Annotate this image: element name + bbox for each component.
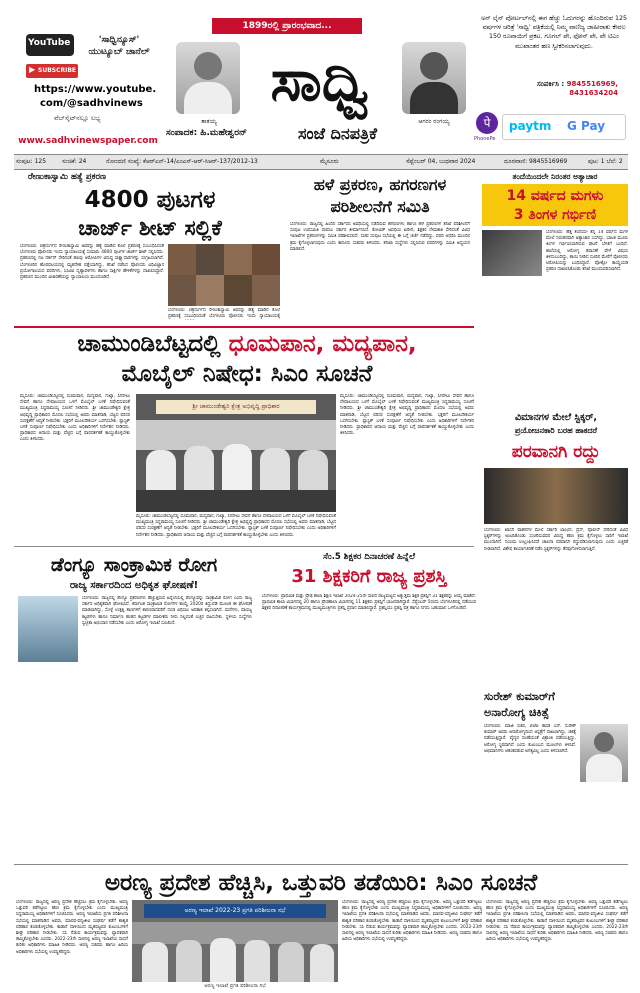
story4-body-right: ಮೈಸೂರು: ಚಾಮುಂಡಿಬೆಟ್ಟದಲ್ಲಿ ಧೂಮಪಾನ, ಮದ್ಯಪಾನ, ಗುಟ್ಕಾ, ಸಿಗರೇಟು ಸೇವನೆ ಹಾಗೂ ದೇವಾಲಯದ ಒಳಗೆ ಮೊಬೈಲ್ ಬಳಕೆ ನಿಷೇಧಿಸುವಂತೆ ಮುಖ್ಯಮಂತ್ರಿ ಸಿದ್ದರಾಮಯ್ಯ ಸೂಚನೆ ನೀಡಿದರು. ಶ್ರೀ ಚಾಮುಂಡೇಶ್ವರಿ ಕ್ಷೇತ್ರ ಅಭಿವೃದ್ಧಿ ಪ್ರಾಧಿಕಾರದ ಮೊದಲ ಸಭೆಯಲ್ಲಿ ಅವರು ಮಾತನಾಡಿ, ಬೆಟ್ಟದ ಪರಿಸರ ಸಂರಕ್ಷಣೆಗೆ ಆದ್ಯತೆ ನೀಡಬೇಕು. ಭಕ್ತರಿಗೆ ಮೂಲಸೌಕರ್ಯ ಒದಗಿಸಬೇಕು. ಪ್ಲಾಸ್ಟಿಕ್ ಬಳಕೆ ಸಂಪೂರ್ಣ ನಿಷೇಧಿಸಬೇಕು ಎಂದು ಅಧಿಕಾರಿಗಳಿಗೆ ನಿರ್ದೇಶನ ನೀಡಿದರು. ಪ್ರಾಧಿಕಾರದ ಆದಾಯ ಮತ್ತು ವೆಚ್ಚದ ಬಗ್ಗೆ ಪಾರದರ್ಶಕತೆ ಕಾಯ್ದುಕೊಳ್ಳಬೇಕು ಎಂದು ತಿಳಿಸಿದರು. — [340, 394, 474, 437]
subscribe-button[interactable] — [26, 64, 78, 78]
founded-banner: 1899ರಲ್ಲಿ ಪ್ರಾರಂಭವಾದ... — [212, 18, 362, 34]
story5-body: ಬೆಂಗಳೂರು: ಖಾಸಗಿ ವಾಹನಗಳ ಮೇಲೆ ಸರ್ಕಾರಿ ಲಾಂಛನ, ಪ್ರೆಸ್, ಪೊಲೀಸ್ ಸೇರಿದಂತೆ ವಿವಿಧ ಸ್ಟಿಕ್ಕರ್‌ಗಳನ್ನು ಅಂಟಿಸಿಕೊಂಡು ಸಂಚರಿಸುವವರ ವಿರುದ್ಧ ಕಠಿಣ ಕ್ರಮ ಕೈಗೊಳ್ಳಲು ಸಾರಿಗೆ ಇಲಾಖೆ ಮುಂದಾಗಿದೆ. ನಿಯಮ ಉಲ್ಲಂಘಿಸಿದರೆ ಚಾಲನಾ ಪರವಾನಗಿ ರದ್ದುಪಡಿಸಲಾಗುವುದು ಎಂದು ಎಚ್ಚರಿಕೆ ನೀಡಲಾಗಿದೆ. ವಿಶೇಷ ಕಾರ್ಯಾಚರಣೆ ನಡೆಸಿ ಸ್ಟಿಕ್ಕರ್‌ಗಳನ್ನು ತೆರವುಗೊಳಿಸಲಾಗುತ್ತಿದೆ. — [484, 528, 628, 552]
city: ಮೈಸೂರು — [320, 158, 339, 165]
story5-photo — [484, 468, 628, 524]
evening-daily: ಸಂಜೆ ದಿನಪತ್ರಿಕೆ — [298, 124, 378, 143]
story2-headline-line2: ಪರಿಶೀಲನೆಗೆ ಸಮಿತಿ — [330, 197, 430, 216]
story4-body: ಮೈಸೂರು: ಚಾಮುಂಡಿಬೆಟ್ಟದಲ್ಲಿ ಧೂಮಪಾನ, ಮದ್ಯಪಾನ, ಗುಟ್ಕಾ, ಸಿಗರೇಟು ಸೇವನೆ ಹಾಗೂ ದೇವಾಲಯದ ಒಳಗೆ ಮೊಬೈಲ್ ಬಳಕೆ ನಿಷೇಧಿಸುವಂತೆ ಮುಖ್ಯಮಂತ್ರಿ ಸಿದ್ದರಾಮಯ್ಯ ಸೂಚನೆ ನೀಡಿದರು. ಶ್ರೀ ಚಾಮುಂಡೇಶ್ವರಿ ಕ್ಷೇತ್ರ ಅಭಿವೃದ್ಧಿ ಪ್ರಾಧಿಕಾರದ ಮೊದಲ ಸಭೆಯಲ್ಲಿ ಅವರು ಮಾತನಾಡಿ, ಬೆಟ್ಟದ ಪರಿಸರ ಸಂರಕ್ಷಣೆಗೆ ಆದ್ಯತೆ ನೀಡಬೇಕು. ಭಕ್ತರಿಗೆ ಮೂಲಸೌಕರ್ಯ ಒದಗಿಸಬೇಕು. ಪ್ಲಾಸ್ಟಿಕ್ ಬಳಕೆ ಸಂಪೂರ್ಣ ನಿಷೇಧಿಸಬೇಕು ಎಂದು ಅಧಿಕಾರಿಗಳಿಗೆ ನಿರ್ದೇಶನ ನೀಡಿದರು. ಪ್ರಾಧಿಕಾರದ ಆದಾಯ ಮತ್ತು ವೆಚ್ಚದ ಬಗ್ಗೆ ಪಾರದರ್ಶಕತೆ ಕಾಯ್ದುಕೊಳ್ಳಬೇಕು ಎಂದು ತಿಳಿಸಿದರು. — [20, 394, 130, 443]
story8-kicker: ಸುರೇಶ್ ಕುಮಾರ್‌ಗೆ — [484, 690, 555, 703]
story3-photo — [482, 230, 542, 276]
editor-label: ಸಂಪಾದಕ: ಹಿ.ಮಹೇಶ್ವರನ್ — [166, 128, 247, 138]
web-available: ವೆಬ್‌ಸೈಟ್‌ನಲ್ಲೂ ಲಭ್ಯ — [54, 114, 101, 122]
website-url[interactable]: www.sadhvinewspaper.com — [18, 136, 158, 146]
story1-body: ಬೆಂಗಳೂರು: ಚಿತ್ರದುರ್ಗದ ರೇಣುಕಾಸ್ವಾಮಿ ಅವರನ್ನು ಹತ್ಯೆ ಮಾಡಿದ ಕೊಲೆ ಪ್ರಕರಣಕ್ಕೆ ಸಂಬಂಧಿಸಿದಂತೆ ಬೆಂಗಳೂರು ಪೊಲೀಸರು ಇಂದು ನ್ಯಾಯಾಲಯಕ್ಕೆ ಸುಮಾರು 4800 ಪುಟಗಳ ಚಾರ್ಜ್ ಶೀಟ್ ಸಲ್ಲಿಸಿದರು. ಪ್ರಕರಣದಲ್ಲಿ ನಟ ದರ್ಶನ್ ಸೇರಿದಂತೆ ಹಲವು ಆರೋಪಿಗಳ ವಿರುದ್ಧ ಸಾಕ್ಷ್ಯಾಧಾರಗಳನ್ನು ಸಂಗ್ರಹಿಸಲಾಗಿದೆ. ಬೆಂಗಳೂರಿನ ಹೊರವಲಯದಲ್ಲಿ ಮೃತದೇಹ ಪತ್ತೆಯಾಗಿದ್ದು, ತನಿಖೆ ನಡೆಸಿದ ಪೊಲೀಸರು ವಿಧಿವಿಜ್ಞಾನ ಪ್ರಯೋಗಾಲಯದ ವರದಿಗಳು, ಸಿಸಿಟಿವಿ ದೃಶ್ಯಾವಳಿಗಳು ಹಾಗೂ ಸಾಕ್ಷಿಗಳ ಹೇಳಿಕೆಗಳನ್ನು ದಾಖಲಿಸಿದ್ದಾರೆ. ಪ್ರಕರಣದ ಮುಂದಿನ ವಿಚಾರಣೆಯನ್ನು ನ್ಯಾಯಾಲಯ ಮುಂದೂಡಿದೆ. — [20, 244, 164, 281]
story2-headline-line1: ಹಳೆ ಪ್ರಕರಣ, ಹಗರಣಗಳ — [313, 175, 447, 194]
story1-kicker: ರೇಣುಕಾಸ್ವಾಮಿ ಹತ್ಯೆ ಪ್ರಕರಣ — [28, 172, 106, 182]
story5-kicker: ವಿಮಾನಗಳ ಮೇಲೆ ಸ್ಟಿಕ್ಕರ್, — [514, 412, 597, 423]
channel-promo: 'ಸಾಧ್ವಿನ್ಯೂಸ್' ಯುಟ್ಯೂಬ್ ಚಾನೆಲ್ — [88, 35, 150, 57]
story1-headline-line1: 4800 ಪುಟಗಳ — [84, 187, 216, 213]
story9-body-mid: ಬೆಂಗಳೂರು: ರಾಜ್ಯದಲ್ಲಿ ಅರಣ್ಯ ಪ್ರದೇಶ ಹೆಚ್ಚಿಸಲು ಕ್ರಮ ಕೈಗೊಳ್ಳಬೇಕು. ಅರಣ್ಯ ಒತ್ತುವರಿ ತಡೆಗಟ್ಟಲು ಕಠಿಣ ಕ್ರಮ ಕೈಗೊಳ್ಳಬೇಕು ಎಂದು ಮುಖ್ಯಮಂತ್ರಿ ಸಿದ್ದರಾಮಯ್ಯ ಅಧಿಕಾರಿಗಳಿಗೆ ಸೂಚಿಸಿದರು. ಅರಣ್ಯ ಇಲಾಖೆಯ ಪ್ರಗತಿ ಪರಿಶೀಲನಾ ಸಭೆಯಲ್ಲಿ ಮಾತನಾಡಿದ ಅವರು, ಮಾನವ-ವನ್ಯಜೀವಿ ಸಂಘರ್ಷ ತಡೆಗೆ ಶಾಶ್ವತ ಪರಿಹಾರ ಕಂಡುಕೊಳ್ಳಬೇಕು. ಕಾಡಾನೆ ದಾಳಿಯಿಂದ ಮೃತಪಟ್ಟವರ ಕುಟುಂಬಗಳಿಗೆ ಶೀಘ್ರ ಪರಿಹಾರ ನೀಡಬೇಕು. ಸಸಿ ನೆಡುವ ಕಾರ್ಯಕ್ರಮವನ್ನು ವ್ಯಾಪಕವಾಗಿ ಹಮ್ಮಿಕೊಳ್ಳಬೇಕು ಎಂದರು. 2022-23ನೇ ಸಾಲಿನಲ್ಲಿ ಅರಣ್ಯ ಇಲಾಖೆಯ ಸಾಧನೆ ಕುರಿತು ಅಧಿಕಾರಿಗಳು ಮಾಹಿತಿ ನೀಡಿದರು. ಅರಣ್ಯ ಸಚಿವರು ಹಾಗೂ ಹಿರಿಯ ಅಧಿಕಾರಿಗಳು ಸಭೆಯಲ್ಲಿ ಉಪಸ್ಥಿತರಿದ್ದರು. — [342, 900, 482, 943]
ad-contact — [498, 80, 618, 97]
phonepe-logo: पे — [476, 112, 498, 134]
youtube-promo[interactable] — [18, 16, 156, 136]
story7-body: ಬೆಂಗಳೂರು: ಪ್ರಾಥಮಿಕ ಮತ್ತು ಪ್ರೌಢ ಶಾಲಾ ಶಿಕ್ಷಣ ಇಲಾಖೆ 2024-25ನೇ ಸಾಲಿನ ರಾಜ್ಯಮಟ್ಟದ ಅತ್ಯುತ್ತಮ ಶಿಕ್ಷಕ ಪ್ರಶಸ್ತಿಗೆ 31 ಶಿಕ್ಷಕರನ್ನು ಆಯ್ಕೆ ಮಾಡಿದೆ. ಪ್ರಾಥಮಿಕ ಶಾಲಾ ವಿಭಾಗದಲ್ಲಿ 20 ಹಾಗೂ ಪ್ರೌಢಶಾಲಾ ವಿಭಾಗದಲ್ಲಿ 11 ಶಿಕ್ಷಕರು ಪ್ರಶಸ್ತಿಗೆ ಭಾಜನರಾಗಿದ್ದಾರೆ. ಸೆಪ್ಟೆಂಬರ್ 5ರಂದು ಬೆಂಗಳೂರಿನಲ್ಲಿ ನಡೆಯುವ ಶಿಕ್ಷಕರ ದಿನಾಚರಣೆ ಕಾರ್ಯಕ್ರಮದಲ್ಲಿ ಮುಖ್ಯಮಂತ್ರಿಗಳು ಪ್ರಶಸ್ತಿ ಪ್ರದಾನ ಮಾಡಲಿದ್ದಾರೆ. ಪ್ರಶಸ್ತಿಯು ಪ್ರಶಸ್ತಿ ಪತ್ರ ಹಾಗೂ ನಗದು ಬಹುಮಾನ ಒಳಗೊಂಡಿದೆ. — [262, 594, 476, 612]
story4-photo-banner: ಶ್ರೀ ಚಾಮುಂಡೇಶ್ವರಿ ಕ್ಷೇತ್ರ ಅಭಿವೃದ್ಧಿ ಪ್ರಾಧಿಕಾರ — [156, 400, 316, 414]
story9-body-right: ಬೆಂಗಳೂರು: ರಾಜ್ಯದಲ್ಲಿ ಅರಣ್ಯ ಪ್ರದೇಶ ಹೆಚ್ಚಿಸಲು ಕ್ರಮ ಕೈಗೊಳ್ಳಬೇಕು. ಅರಣ್ಯ ಒತ್ತುವರಿ ತಡೆಗಟ್ಟಲು ಕಠಿಣ ಕ್ರಮ ಕೈಗೊಳ್ಳಬೇಕು ಎಂದು ಮುಖ್ಯಮಂತ್ರಿ ಸಿದ್ದರಾಮಯ್ಯ ಅಧಿಕಾರಿಗಳಿಗೆ ಸೂಚಿಸಿದರು. ಅರಣ್ಯ ಇಲಾಖೆಯ ಪ್ರಗತಿ ಪರಿಶೀಲನಾ ಸಭೆಯಲ್ಲಿ ಮಾತನಾಡಿದ ಅವರು, ಮಾನವ-ವನ್ಯಜೀವಿ ಸಂಘರ್ಷ ತಡೆಗೆ ಶಾಶ್ವತ ಪರಿಹಾರ ಕಂಡುಕೊಳ್ಳಬೇಕು. ಕಾಡಾನೆ ದಾಳಿಯಿಂದ ಮೃತಪಟ್ಟವರ ಕುಟುಂಬಗಳಿಗೆ ಶೀಘ್ರ ಪರಿಹಾರ ನೀಡಬೇಕು. ಸಸಿ ನೆಡುವ ಕಾರ್ಯಕ್ರಮವನ್ನು ವ್ಯಾಪಕವಾಗಿ ಹಮ್ಮಿಕೊಳ್ಳಬೇಕು ಎಂದರು. 2022-23ನೇ ಸಾಲಿನಲ್ಲಿ ಅರಣ್ಯ ಇಲಾಖೆಯ ಸಾಧನೆ ಕುರಿತು ಅಧಿಕಾರಿಗಳು ಮಾಹಿತಿ ನೀಡಿದರು. ಅರಣ್ಯ ಸಚಿವರು ಹಾಗೂ ಹಿರಿಯ ಅಧಿಕಾರಿಗಳು ಸಭೆಯಲ್ಲಿ ಉಪಸ್ಥಿತರಿದ್ದರು. — [486, 900, 628, 943]
youtube-brand: YouTube — [28, 38, 71, 48]
story3-kicker: ತಂದೆಯಿಂದಲೇ ನಿರಂತರ ಅತ್ಯಾಚಾರ — [512, 172, 598, 181]
divider-red — [14, 326, 474, 328]
story5-headline: ಪರವಾನಗಿ ರದ್ದು — [511, 442, 601, 462]
story4-headline-black: ಚಾಮುಂಡಿಬೆಟ್ಟದಲ್ಲಿ — [77, 331, 229, 357]
story6-photo — [18, 596, 78, 662]
story4-headline-red: ಧೂಮಪಾನ, ಮದ್ಯಪಾನ, — [228, 331, 417, 357]
phone: ದೂರವಾಣಿ: 9845516969 — [504, 158, 568, 165]
paytm-gpay-badge — [502, 114, 626, 140]
volume: ಸಂಪುಟ: 125 — [16, 158, 47, 165]
story1-body-cont: ಬೆಂಗಳೂರು: ಚಿತ್ರದುರ್ಗದ ರೇಣುಕಾಸ್ವಾಮಿ ಅವರನ್ನು ಹತ್ಯೆ ಮಾಡಿದ ಕೊಲೆ ಪ್ರಕರಣಕ್ಕೆ ಸಂಬಂಧಿಸಿದಂತೆ ಬೆಂಗಳೂರು ಪೊಲೀಸರು ಇಂದು ನ್ಯಾಯಾಲಯಕ್ಕೆ — [168, 308, 280, 320]
youtube-url-line1[interactable]: https://www.youtube. — [34, 84, 157, 95]
issue: ಸಂಚಿಕೆ: 24 — [62, 158, 87, 165]
story7-kicker: ಸೆಂ.5 ಶಿಕ್ಷಕರ ದಿನಾಚರಣೆ ಹಿನ್ನೆಲೆ — [323, 552, 415, 562]
story9-body: ಬೆಂಗಳೂರು: ರಾಜ್ಯದಲ್ಲಿ ಅರಣ್ಯ ಪ್ರದೇಶ ಹೆಚ್ಚಿಸಲು ಕ್ರಮ ಕೈಗೊಳ್ಳಬೇಕು. ಅರಣ್ಯ ಒತ್ತುವರಿ ತಡೆಗಟ್ಟಲು ಕಠಿಣ ಕ್ರಮ ಕೈಗೊಳ್ಳಬೇಕು ಎಂದು ಮುಖ್ಯಮಂತ್ರಿ ಸಿದ್ದರಾಮಯ್ಯ ಅಧಿಕಾರಿಗಳಿಗೆ ಸೂಚಿಸಿದರು. ಅರಣ್ಯ ಇಲಾಖೆಯ ಪ್ರಗತಿ ಪರಿಶೀಲನಾ ಸಭೆಯಲ್ಲಿ ಮಾತನಾಡಿದ ಅವರು, ಮಾನವ-ವನ್ಯಜೀವಿ ಸಂಘರ್ಷ ತಡೆಗೆ ಶಾಶ್ವತ ಪರಿಹಾರ ಕಂಡುಕೊಳ್ಳಬೇಕು. ಕಾಡಾನೆ ದಾಳಿಯಿಂದ ಮೃತಪಟ್ಟವರ ಕುಟುಂಬಗಳಿಗೆ ಶೀಘ್ರ ಪರಿಹಾರ ನೀಡಬೇಕು. ಸಸಿ ನೆಡುವ ಕಾರ್ಯಕ್ರಮವನ್ನು ವ್ಯಾಪಕವಾಗಿ ಹಮ್ಮಿಕೊಳ್ಳಬೇಕು ಎಂದರು. 2022-23ನೇ ಸಾಲಿನಲ್ಲಿ ಅರಣ್ಯ ಇಲಾಖೆಯ ಸಾಧನೆ ಕುರಿತು ಅಧಿಕಾರಿಗಳು ಮಾಹಿತಿ ನೀಡಿದರು. ಅರಣ್ಯ ಸಚಿವರು ಹಾಗೂ ಹಿರಿಯ ಅಧಿಕಾರಿಗಳು ಸಭೆಯಲ್ಲಿ ಉಪಸ್ಥಿತರಿದ್ದರು. — [16, 900, 128, 955]
ad-phone1: 9845516969, — [566, 80, 618, 88]
divider-mid — [14, 546, 474, 547]
info-bar — [14, 154, 628, 170]
story8-kicker2: ಅನಾರೋಗ್ಯ ಚಿಕಿತ್ಸೆ — [484, 706, 549, 719]
story9-photo-banner: ಅರಣ್ಯ ಇಲಾಖೆ 2022-23 ಪ್ರಗತಿ ಪರಿಶೀಲನಾ ಸಭೆ — [144, 904, 326, 918]
story9-headline: ಅರಣ್ಯ ಪ್ರದೇಶ ಹೆಚ್ಚಿಸಿ, ಒತ್ತುವರಿ ತಡೆಯಿರಿ: ಸಿಎಂ ಸೂಚನೆ — [104, 870, 538, 896]
bell-icon: ▶ — [29, 65, 36, 74]
story6-subhead: ರಾಜ್ಯ ಸರ್ಕಾರದಿಂದ ಅಧಿಕೃತ ಘೋಷಣೆ! — [69, 580, 199, 591]
story4-headline-line2: ಮೊಬೈಲ್ ನಿಷೇಧ: ಸಿಎಂ ಸೂಚನೆ — [121, 361, 373, 387]
story6-body: ಬೆಂಗಳೂರು: ರಾಜ್ಯದಲ್ಲಿ ಡೆಂಗ್ಯೂ ಪ್ರಕರಣಗಳು ಹೆಚ್ಚುತ್ತಿರುವ ಹಿನ್ನೆಲೆಯಲ್ಲಿ ಡೆಂಗ್ಯೂವನ್ನು ಸಾಂಕ್ರಾಮಿಕ ರೋಗ ಎಂದು ರಾಜ್ಯ ಸರ್ಕಾರ ಅಧಿಕೃತವಾಗಿ ಘೋಷಿಸಿದೆ. ಕರ್ನಾಟಕ ಸಾಂಕ್ರಾಮಿಕ ರೋಗಗಳ ಕಾಯ್ದೆ 2020ರ ತಿದ್ದುಪಡಿ ಮೂಲಕ ಈ ಘೋಷಣೆ ಮಾಡಲಾಗಿದ್ದು, ಸೊಳ್ಳೆ ಉತ್ಪತ್ತಿ ತಾಣಗಳಿಗೆ ಕಾರಣರಾದವರಿಗೆ ದಂಡ ವಿಧಿಸಲು ಅವಕಾಶ ಕಲ್ಪಿಸಲಾಗಿದೆ. ಮನೆಗಳು, ವಾಣಿಜ್ಯ ಕಟ್ಟಡಗಳು ಹಾಗೂ ನಿರ್ಮಾಣ ಹಂತದ ಕಟ್ಟಡಗಳ ಮಾಲೀಕರು ನೀರು ನಿಲ್ಲದಂತೆ ಎಚ್ಚರ ವಹಿಸಬೇಕು. ಸ್ಥಳೀಯ ಸಂಸ್ಥೆಗಳು ಸ್ವಚ್ಛತಾ ಅಭಿಯಾನ ನಡೆಸಬೇಕು ಎಂದು ಆರೋಗ್ಯ ಇಲಾಖೆ ಸೂಚಿಸಿದೆ. — [82, 596, 252, 626]
left-portrait-caption: ತಾತಯ್ಯ — [201, 118, 217, 125]
ad-text: ಅನ್ ಲೈನ್ ಪೋರ್ಟಲ್‌ನಲ್ಲಿ ಈಗ ಹೆಚ್ಚು ಓದುಗರನ್ನು ಹೊಂದಿರುವ 125 ವರ್ಷಗಳ ಚರಿತ್ರೆ 'ಸಾಧ್ವಿ' ಪತ್ರಿಕೆಯಲ್ಲಿ ನಿಮ್ಮ ವಾಣಿಜ್ಯ ಜಾಹೀರಾತು ಕೇವಲ 150 ರೂಪಾಯಿಗೆ ಪ್ರಕಟ. ಗೂಗಲ್ ಪೇ, ಫೋನ್ ಪೇ, ಪೇ ಟಿಎಂ ಮುಖಾಂತರ ಹಣ ಸ್ವೀಕರಿಸಲಾಗುವುದು. — [481, 15, 627, 50]
paytm-label: paytm — [509, 119, 552, 133]
date: ಸೆಪ್ಟೆಂಬರ್ 04, ಬುಧವಾರ 2024 — [406, 158, 476, 165]
paper-title: ಸಾಧ್ವಿ — [270, 46, 370, 114]
story8-photo — [580, 724, 628, 782]
story4-headline-line1 — [20, 330, 474, 358]
subscribe-label: SUBSCRIBE — [38, 67, 77, 74]
ad-phone2: 8431634204 — [569, 89, 618, 97]
story5-subkicker: ಪ್ರಯೋಜನಕಾರಿ ಬರಹ ಹಾಕದರೆ — [514, 426, 598, 435]
left-portrait — [176, 42, 240, 114]
divider-bottom — [14, 864, 628, 865]
ad-contact-label: ಸಂಪರ್ಕಿಸಿ : — [537, 80, 565, 88]
story2-body: ಬೆಂಗಳೂರು: ರಾಜ್ಯದಲ್ಲಿ ಹಿಂದಿನ ಸರ್ಕಾರದ ಅವಧಿಯಲ್ಲಿ ನಡೆದಿರುವ ಹಗರಣಗಳು ಹಾಗೂ ಹಳೆ ಪ್ರಕರಣಗಳ ತನಿಖೆ ಪರಿಶೀಲನೆಗೆ ಸಂಪುಟ ಉಪಸಮಿತಿ ರಚಿಸಲು ಸರ್ಕಾರ ತೀರ್ಮಾನಿಸಿದೆ. ಕೋವಿಡ್ ಅವಧಿಯ ಖರೀದಿ, ಶಿಕ್ಷಕರ ನೇಮಕಾತಿ ಸೇರಿದಂತೆ ವಿವಿಧ ಇಲಾಖೆಗಳ ಪ್ರಕರಣಗಳನ್ನು ಸಮಿತಿ ಪರಿಶೀಲಿಸಲಿದೆ. ಸಚಿವ ಸಂಪುಟ ಸಭೆಯಲ್ಲಿ ಈ ಬಗ್ಗೆ ಚರ್ಚೆ ನಡೆದಿದ್ದು, ವರದಿ ಆಧರಿಸಿ ಮುಂದಿನ ಕ್ರಮ ಕೈಗೊಳ್ಳಲಾಗುವುದು ಎಂದು ಕಾನೂನು ಸಚಿವರು ತಿಳಿಸಿದರು. ತನಿಖಾ ಸಂಸ್ಥೆಗಳು ಸಲ್ಲಿಸಿರುವ ವರದಿಗಳನ್ನು ಸಮಿತಿ ಅಧ್ಯಯನ ಮಾಡಲಿದೆ. — [290, 222, 470, 252]
story6-headline: ಡೆಂಗ್ಯೂ ಸಾಂಕ್ರಾಮಿಕ ರೋಗ — [50, 554, 218, 576]
right-portrait — [402, 42, 466, 114]
story3-headline-line2: 3 ತಿಂಗಳ ಗರ್ಭಿಣಿ — [513, 207, 597, 223]
pages-price: ಪುಟ: 1 ಬೆಲೆ: 2 — [588, 158, 623, 165]
registration: ನೋಂದಣಿ ಸಂಖ್ಯೆ: ಕೆಆರ್‌ಎನ್-14/ಎಂಎಸ್-ಆರ್-ಸಿಆರ್-137/2012-13 — [106, 158, 258, 165]
story3-headline-line1: 14 ವರ್ಷದ ಮಗಳು — [506, 188, 604, 204]
youtube-logo — [26, 34, 74, 56]
story1-headline-line2: ಚಾರ್ಜ್ ಶೀಟ್ ಸಲ್ಲಿಕೆ — [78, 216, 222, 240]
phonepe-label: PhonePe — [474, 136, 496, 142]
story9-photo-caption: ಅರಣ್ಯ ಇಲಾಖೆ ಪ್ರಗತಿ ಪರಿಶೀಲನಾ ಸಭೆ — [204, 983, 266, 989]
story7-headline: 31 ಶಿಕ್ಷಕರಿಗೆ ರಾಜ್ಯ ಪ್ರಶಸ್ತಿ — [291, 566, 447, 587]
gpay-label: G Pay — [567, 119, 606, 133]
story1-photo — [168, 244, 280, 306]
story4-photo — [136, 394, 336, 512]
story9-photo — [132, 900, 338, 982]
story8-body: ಬೆಂಗಳೂರು: ಮಾಜಿ ಸಚಿವ, ಬಿಜೆಪಿ ಶಾಸಕ ಎಸ್. ಸುರೇಶ್ ಕುಮಾರ್ ಅವರು ಅನಾರೋಗ್ಯದಿಂದ ಆಸ್ಪತ್ರೆಗೆ ದಾಖಲಾಗಿದ್ದು, ಚಿಕಿತ್ಸೆ ಪಡೆಯುತ್ತಿದ್ದಾರೆ. ವೈದ್ಯರ ಸಲಹೆಯಂತೆ ವಿಶ್ರಾಂತಿ ಪಡೆಯುತ್ತಿದ್ದು, ಆರೋಗ್ಯ ಸ್ಥಿರವಾಗಿದೆ ಎಂದು ಕುಟುಂಬದ ಮೂಲಗಳು ತಿಳಿಸಿವೆ. ಅಭಿಮಾನಿಗಳು ಆತಂಕಪಡುವ ಅಗತ್ಯವಿಲ್ಲ ಎಂದು ತಿಳಿಸಲಾಗಿದೆ. — [484, 724, 576, 754]
story3-body: ಬೆಂಗಳೂರು: ಹೆತ್ತ ತಂದೆಯೇ ತನ್ನ 14 ವರ್ಷದ ಮಗಳ ಮೇಲೆ ನಿರಂತರವಾಗಿ ಅತ್ಯಾಚಾರ ಎಸಗಿದ್ದು, ಬಾಲಕಿ ಮೂರು ತಿಂಗಳ ಗರ್ಭಿಣಿಯಾಗಿರುವ ಘಟನೆ ಬೆಳಕಿಗೆ ಬಂದಿದೆ. ಶಾಲೆಯಲ್ಲಿ ಆರೋಗ್ಯ ತಪಾಸಣೆ ವೇಳೆ ವಿಷಯ ತಿಳಿದುಬಂದಿದ್ದು, ತಾಯಿ ನೀಡಿದ ದೂರಿನ ಮೇರೆಗೆ ಪೊಲೀಸರು ಆರೋಪಿಯನ್ನು ಬಂಧಿಸಿದ್ದಾರೆ. ಪೋಕ್ಸೋ ಕಾಯ್ದೆಯಡಿ ಪ್ರಕರಣ ದಾಖಲಿಸಿಕೊಂಡು ತನಿಖೆ ಮುಂದುವರಿಸಲಾಗಿದೆ. — [546, 230, 628, 273]
story4-body-cont: ಮೈಸೂರು: ಚಾಮುಂಡಿಬೆಟ್ಟದಲ್ಲಿ ಧೂಮಪಾನ, ಮದ್ಯಪಾನ, ಗುಟ್ಕಾ, ಸಿಗರೇಟು ಸೇವನೆ ಹಾಗೂ ದೇವಾಲಯದ ಒಳಗೆ ಮೊಬೈಲ್ ಬಳಕೆ ನಿಷೇಧಿಸುವಂತೆ ಮುಖ್ಯಮಂತ್ರಿ ಸಿದ್ದರಾಮಯ್ಯ ಸೂಚನೆ ನೀಡಿದರು. ಶ್ರೀ ಚಾಮುಂಡೇಶ್ವರಿ ಕ್ಷೇತ್ರ ಅಭಿವೃದ್ಧಿ ಪ್ರಾಧಿಕಾರದ ಮೊದಲ ಸಭೆಯಲ್ಲಿ ಅವರು ಮಾತನಾಡಿ, ಬೆಟ್ಟದ ಪರಿಸರ ಸಂರಕ್ಷಣೆಗೆ ಆದ್ಯತೆ ನೀಡಬೇಕು. ಭಕ್ತರಿಗೆ ಮೂಲಸೌಕರ್ಯ ಒದಗಿಸಬೇಕು. ಪ್ಲಾಸ್ಟಿಕ್ ಬಳಕೆ ಸಂಪೂರ್ಣ ನಿಷೇಧಿಸಬೇಕು ಎಂದು ಅಧಿಕಾರಿಗಳಿಗೆ ನಿರ್ದೇಶನ ನೀಡಿದರು. ಪ್ರಾಧಿಕಾರದ ಆದಾಯ ಮತ್ತು ವೆಚ್ಚದ ಬಗ್ಗೆ ಪಾರದರ್ಶಕತೆ ಕಾಯ್ದುಕೊಳ್ಳಬೇಕು ಎಂದು ತಿಳಿಸಿದರು. — [136, 514, 336, 538]
youtube-url-line2[interactable]: com/@sadhvinews — [40, 98, 143, 109]
right-portrait-caption: ಆಗರಂ ರಂಗಯ್ಯ — [418, 118, 450, 125]
